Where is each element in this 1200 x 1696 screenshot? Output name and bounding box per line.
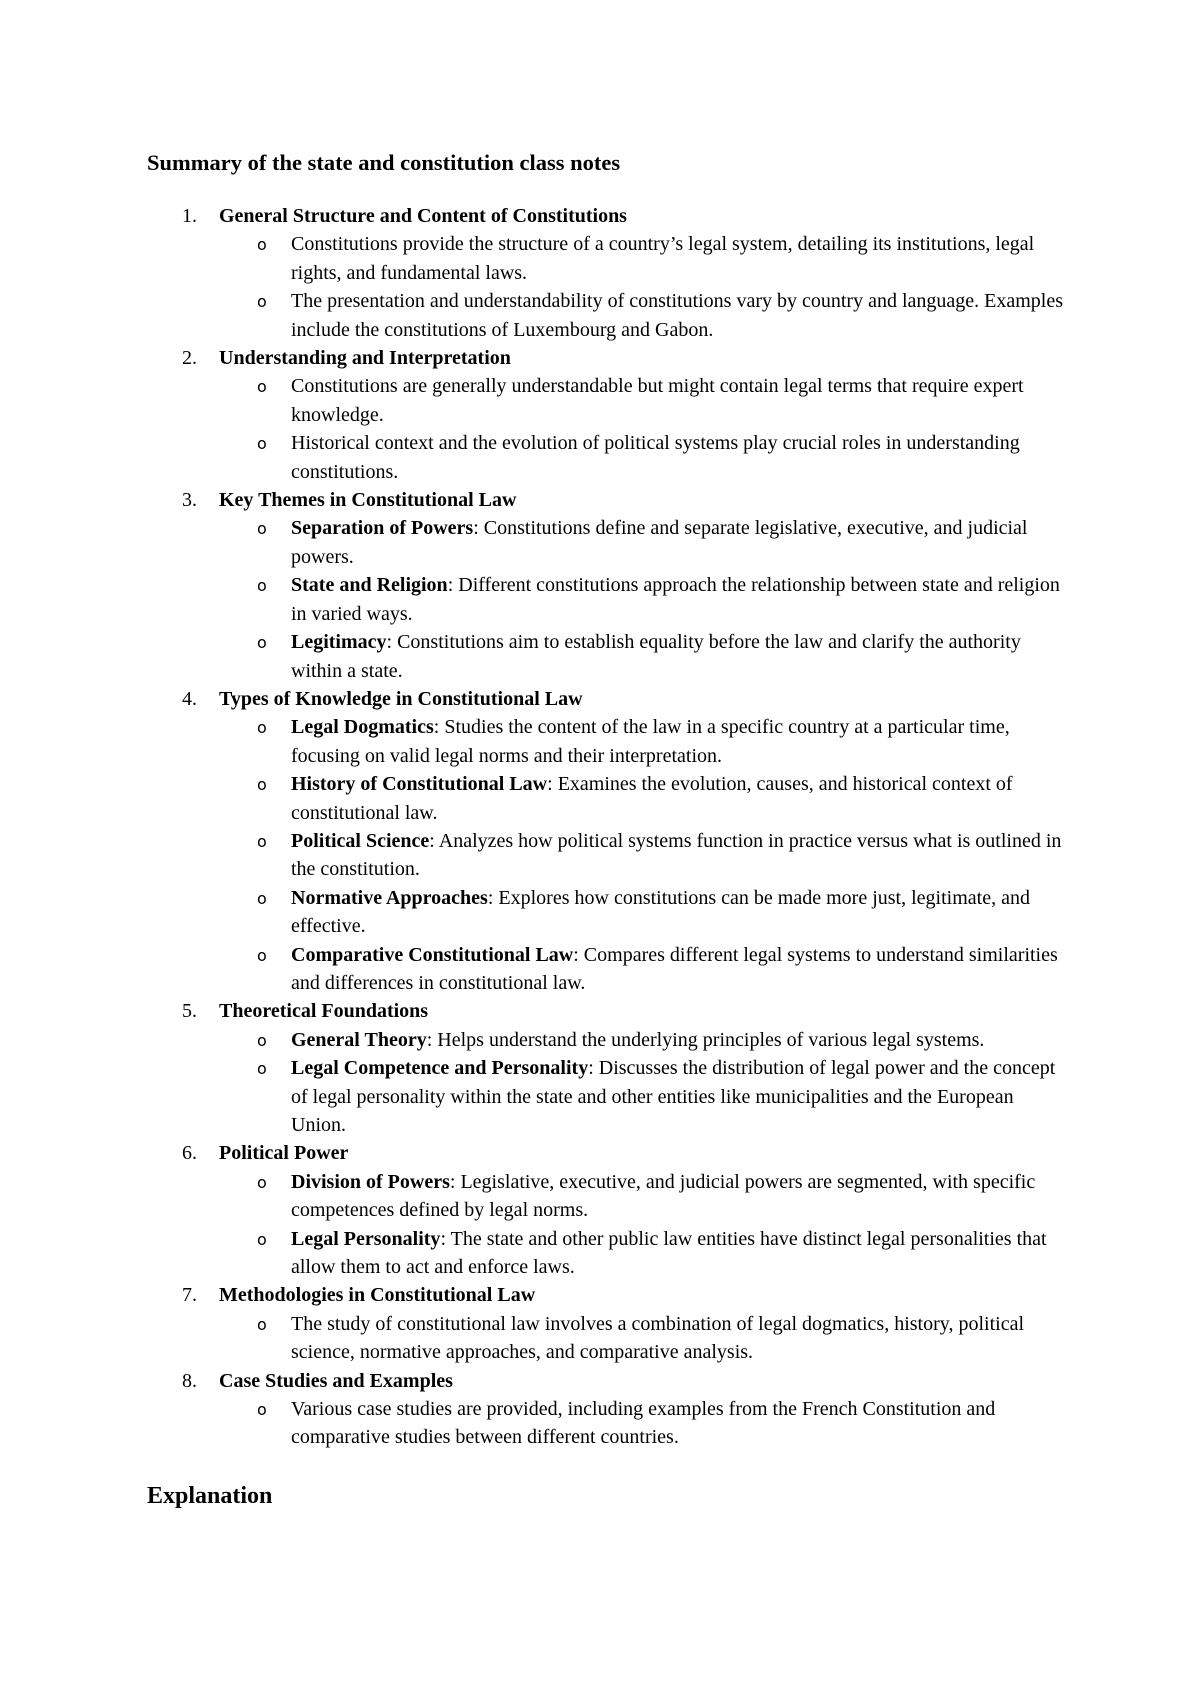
- bullet-item: [219, 770, 1071, 827]
- bullet-separator: :: [547, 773, 553, 796]
- circle-bullet-icon: o: [257, 519, 267, 539]
- circle-bullet-icon: o: [257, 1229, 267, 1249]
- bullet-text: Compares different legal systems to understand similarities and differences in constitutional law.: [291, 943, 1058, 994]
- section-item: [147, 202, 1077, 344]
- circle-bullet-icon: o: [257, 434, 267, 454]
- bullet-item: [219, 1054, 1071, 1139]
- bullet-item: [219, 713, 1071, 770]
- circle-bullet-icon: o: [257, 775, 267, 795]
- bullet-term: State and Religion: [291, 574, 448, 597]
- bullet-list: [219, 713, 1077, 997]
- circle-bullet-icon: o: [257, 576, 267, 596]
- section-item: [147, 1139, 1077, 1281]
- bullet-list: [219, 514, 1077, 684]
- bullet-list: [219, 1395, 1077, 1452]
- bullet-item: [219, 941, 1071, 998]
- circle-bullet-icon: o: [257, 1030, 267, 1050]
- bullet-item: [219, 1225, 1071, 1282]
- bullet-term: Separation of Powers: [291, 517, 474, 540]
- bullet-item: [219, 628, 1071, 685]
- bullet-separator: :: [449, 1170, 456, 1193]
- bullet-separator: :: [429, 829, 435, 852]
- bullet-separator: :: [588, 1057, 594, 1080]
- bullet-text: Constitutions provide the structure of a country’s legal system, detailing its institutions, legal rights, and fundamental laws.: [291, 233, 1035, 284]
- bullet-item: [219, 287, 1071, 344]
- bullet-text: Historical context and the evolution of political systems play crucial roles in understanding constitutions.: [291, 432, 1020, 483]
- bullet-text: The state and other public law entities have distinct legal personalities that allow them to act and enforce laws.: [291, 1227, 1047, 1279]
- section-number: 4.: [182, 687, 197, 710]
- section-number: 1.: [182, 205, 197, 227]
- bullet-term: Legal Competence and Personality: [291, 1057, 589, 1080]
- bullet-term: Legal Personality: [291, 1227, 441, 1250]
- bullet-separator: :: [447, 574, 454, 597]
- bullet-text: The study of constitutional law involves a combination of legal dogmatics, history, political science, normative approaches, and comparative analysis.: [291, 1312, 1025, 1364]
- bullet-text: The presentation and understandability of constitutions vary by country and language. Examples include the constitutions of Luxembourg and Gabon.: [291, 290, 1064, 341]
- bullet-text: Constitutions aim to establish equality before the law and clarify the authority within a state.: [291, 631, 1021, 682]
- bullet-term: Political Science: [291, 829, 430, 852]
- section-heading: Political Power: [219, 1142, 349, 1165]
- bullet-list: [219, 372, 1077, 486]
- bullet-list: [219, 1310, 1077, 1367]
- bullet-term: General Theory: [291, 1028, 427, 1051]
- bullet-separator: :: [573, 943, 579, 966]
- circle-bullet-icon: o: [257, 1314, 267, 1334]
- circle-bullet-icon: o: [257, 292, 267, 312]
- section-item: [147, 486, 1077, 685]
- section-number: 8.: [182, 1369, 197, 1392]
- section-item: [147, 997, 1077, 1139]
- section-item: [147, 1281, 1077, 1366]
- bullet-separator: :: [487, 886, 494, 909]
- section-number: 5.: [182, 1000, 197, 1023]
- circle-bullet-icon: o: [257, 377, 267, 397]
- document-title: Summary of the state and constitution class notes: [147, 150, 621, 175]
- bullet-text: Explores how constitutions can be made more just, legitimate, and effective.: [291, 886, 1030, 938]
- section-item: [147, 344, 1077, 486]
- section-heading: Understanding and Interpretation: [219, 347, 511, 370]
- section-number: 2.: [182, 347, 197, 370]
- bullet-separator: :: [386, 631, 393, 654]
- bullet-item: [219, 884, 1071, 941]
- section-heading: Key Themes in Constitutional Law: [219, 489, 517, 512]
- circle-bullet-icon: o: [257, 633, 267, 653]
- bullet-item: [219, 230, 1071, 287]
- bullet-text: Discusses the distribution of legal power and the concept of legal personality within the state and other entities like municipalities and the European Union.: [291, 1057, 1056, 1136]
- section-item: [147, 1367, 1077, 1452]
- circle-bullet-icon: o: [257, 235, 267, 255]
- document-page: [147, 148, 1077, 1532]
- section-heading: General Structure and Content of Constitutions: [219, 205, 627, 227]
- bullet-item: [219, 372, 1071, 429]
- section-number: 6.: [182, 1142, 197, 1165]
- bullet-item: [219, 514, 1071, 571]
- section-heading: Types of Knowledge in Constitutional Law: [219, 687, 583, 710]
- bullet-term: Normative Approaches: [291, 886, 488, 909]
- section-heading: Methodologies in Constitutional Law: [219, 1284, 536, 1307]
- bullet-item: [219, 429, 1071, 486]
- bullet-list: [219, 1168, 1077, 1282]
- bullet-text: Studies the content of the law in a specific country at a particular time, focusing on valid legal norms and their interpretation.: [291, 716, 1010, 767]
- section-list: [147, 202, 1077, 1452]
- bullet-list: [219, 1026, 1077, 1140]
- bullet-term: Legitimacy: [291, 631, 387, 654]
- bullet-separator: :: [473, 517, 479, 540]
- bullet-text: Examines the evolution, causes, and historical context of constitutional law.: [291, 773, 1013, 824]
- bullet-list: [219, 230, 1077, 344]
- bullet-item: [219, 571, 1071, 628]
- bullet-term: Legal Dogmatics: [291, 716, 434, 739]
- bullet-text: Helps understand the underlying principles of various legal systems.: [432, 1028, 985, 1051]
- bullet-term: History of Constitutional Law: [291, 773, 548, 796]
- bullet-item: [219, 1026, 1071, 1054]
- bullet-text: Legislative, executive, and judicial powers are segmented, with specific competences defined by legal norms.: [291, 1170, 1036, 1222]
- circle-bullet-icon: o: [257, 1400, 267, 1420]
- section-number: 3.: [182, 489, 197, 512]
- bullet-item: [219, 827, 1071, 884]
- section-heading: Theoretical Foundations: [219, 1000, 429, 1023]
- section-item: [147, 685, 1077, 997]
- section-number: 7.: [182, 1284, 197, 1307]
- circle-bullet-icon: o: [257, 888, 267, 908]
- circle-bullet-icon: o: [257, 831, 267, 851]
- bullet-item: [219, 1395, 1071, 1452]
- bullet-text: Different constitutions approach the relationship between state and religion in varied ways.: [291, 574, 1060, 625]
- circle-bullet-icon: o: [257, 1059, 267, 1079]
- bullet-item: [219, 1168, 1071, 1225]
- explanation-heading: Explanation: [147, 1482, 273, 1509]
- bullet-text: Constitutions define and separate legislative, executive, and judicial powers.: [291, 517, 1028, 568]
- bullet-text: Constitutions are generally understandable but might contain legal terms that require expert knowledge.: [291, 375, 1024, 426]
- bullet-text: Various case studies are provided, including examples from the French Constitution and comparative studies between different countries.: [291, 1398, 996, 1449]
- bullet-separator: :: [426, 1028, 433, 1051]
- bullet-term: Division of Powers: [291, 1170, 450, 1193]
- bullet-item: [219, 1310, 1071, 1367]
- section-heading: Case Studies and Examples: [219, 1369, 453, 1392]
- bullet-text: Analyzes how political systems function in practice versus what is outlined in the constitution.: [291, 829, 1062, 881]
- bullet-separator: :: [433, 716, 440, 739]
- circle-bullet-icon: o: [257, 718, 267, 738]
- circle-bullet-icon: o: [257, 1172, 267, 1192]
- bullet-term: Comparative Constitutional Law: [291, 943, 574, 966]
- circle-bullet-icon: o: [257, 945, 267, 965]
- bullet-separator: :: [440, 1227, 446, 1250]
